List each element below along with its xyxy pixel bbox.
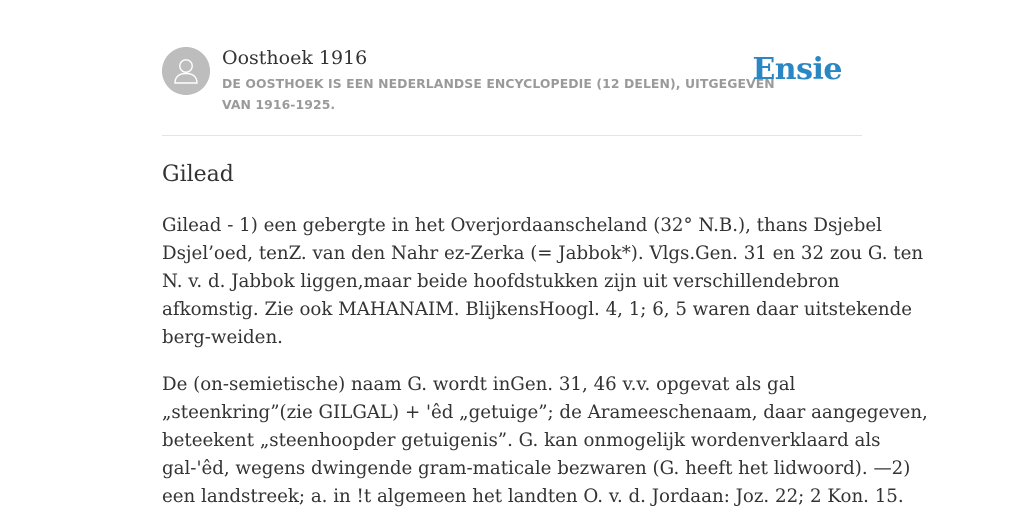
source-description-line: DE OOSTHOEK IS EEN NEDERLANDSE ENCYCLOPEDIE (12 DELEN), UITGEGEVEN bbox=[222, 76, 775, 91]
paragraph-line: N. v. d. Jabbok liggen,maar beide hoofdstukken zijn uit verschillendebron bbox=[162, 271, 840, 292]
article-paragraph bbox=[162, 212, 924, 352]
source-description-line: VAN 1916-1925. bbox=[222, 97, 336, 112]
header-divider bbox=[162, 135, 862, 136]
paragraph-line: een landstreek; a. in !t algemeen het landten O. v. d. Jordaan: Joz. 22; 2 Kon. 15. bbox=[162, 486, 904, 507]
paragraph-line: afkomstig. Zie ook MAHANAIM. BlijkensHoogl. 4, 1; 6, 5 waren daar uitstekende bbox=[162, 299, 912, 320]
source-title[interactable]: Oosthoek 1916 bbox=[222, 47, 368, 69]
paragraph-line: Dsjel’oed, tenZ. van den Nahr ez-Zerka (= Jabbok*). Vlgs.Gen. 31 en 32 zou G. ten bbox=[162, 243, 924, 264]
article-paragraph bbox=[162, 371, 928, 511]
paragraph-line: beteekent „steenhoopder getuigenis”. G. kan onmogelijk wordenverklaard als bbox=[162, 430, 881, 451]
ensie-logo[interactable]: Ensie bbox=[752, 52, 842, 87]
source-description bbox=[222, 73, 775, 115]
source-header bbox=[162, 46, 862, 116]
paragraph-line: gal-'êd, wegens dwingende gram-maticale bezwaren (G. heeft het lidwoord). —2) bbox=[162, 458, 911, 479]
user-placeholder-icon[interactable] bbox=[162, 47, 210, 95]
article-title: Gilead bbox=[162, 162, 234, 187]
paragraph-line: berg-weiden. bbox=[162, 327, 283, 348]
paragraph-line: De (on-semietische) naam G. wordt inGen. 31, 46 v.v. opgevat als gal bbox=[162, 374, 796, 395]
paragraph-line: „steenkring”(zie GILGAL) + 'êd „getuige”; de Arameeschenaam, daar aangegeven, bbox=[162, 402, 928, 423]
article-body bbox=[162, 212, 928, 512]
paragraph-line: Gilead - 1) een gebergte in het Overjordaanscheland (32° N.B.), thans Dsjebel bbox=[162, 215, 882, 236]
